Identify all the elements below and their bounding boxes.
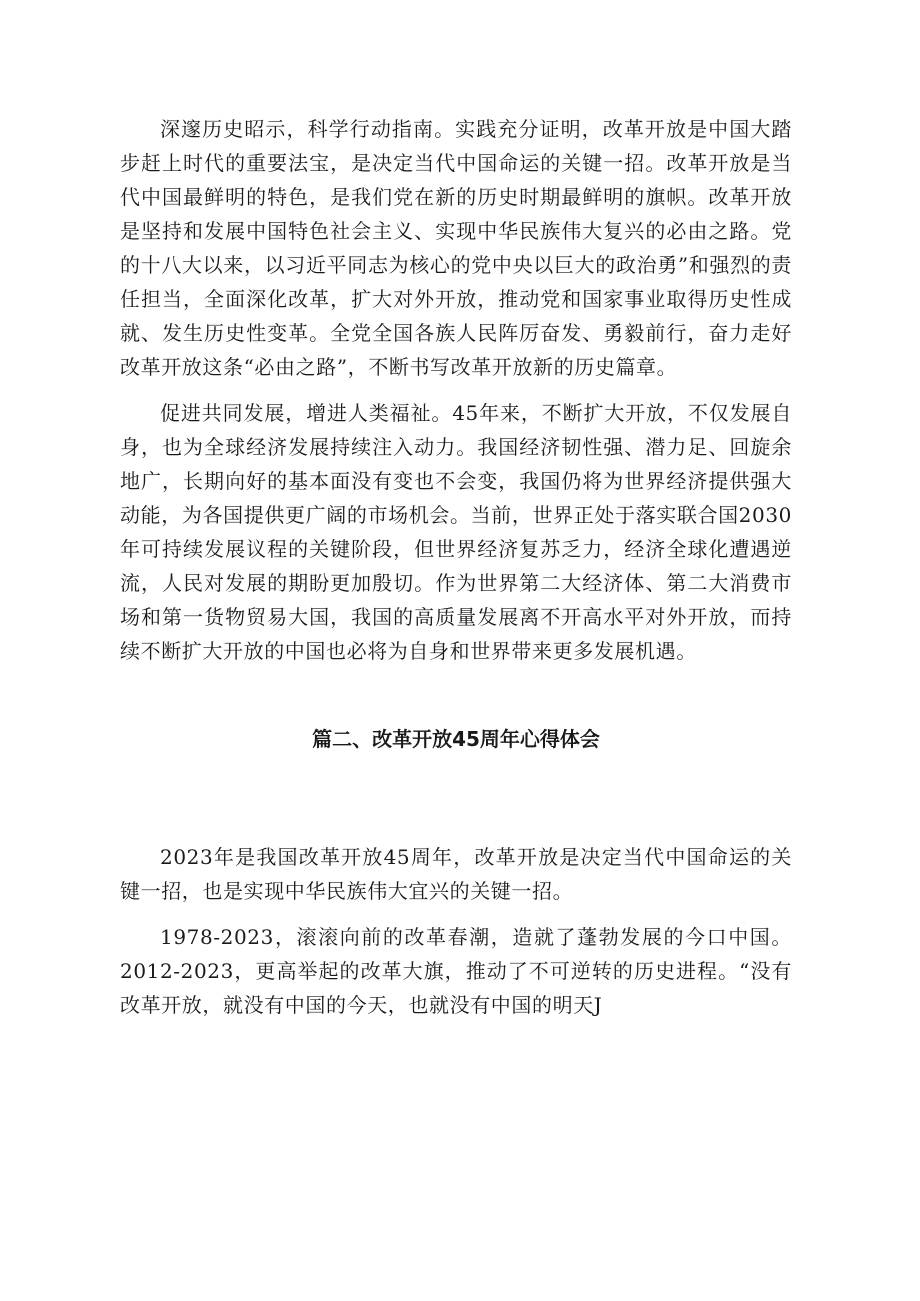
body-paragraph: 1978-2023，滚滚向前的改革春潮，造就了蓬勃发展的今口中国。2012-2023，更高举起的改革大旗，推动了不可逆转的历史进程。“没有改革开放，就没有中国的今天，也就没有中国的明天J bbox=[120, 925, 792, 1017]
body-paragraph: 深邃历史昭示，科学行动指南。实践充分证明，改革开放是中国大踏步赶上时代的重要法宝，是决定当代中国命运的关键一招。改革开放是当代中国最鲜明的特色，是我们党在新的历史时期最鲜明的旗帜。改革开放是坚持和发展中国特色社会主义、实现中华民族伟大复兴的必由之路。党的十八大以来，以习近平同志为核心的党中央以巨大的政治勇”和强烈的责任担当，全面深化改革，扩大对外开放，推动党和国家事业取得历史性成就、发生历史性变革。全党全国各族人民阵厉奋发、勇毅前行，奋力走好改革开放这条“必由之路”，不断书写改革开放新的历史篇章。 bbox=[120, 117, 792, 379]
paragraph-spacer bbox=[120, 384, 792, 396]
body-paragraph: 2023年是我国改革开放45周年，改革开放是决定当代中国命运的关键一招，也是实现中华民族伟大宜兴的关键一招。 bbox=[120, 845, 792, 903]
section-spacer bbox=[120, 756, 792, 840]
paragraph-spacer bbox=[120, 908, 792, 920]
section-heading: 篇二、改革开放45周年心得体会 bbox=[312, 727, 600, 751]
section-spacer bbox=[120, 668, 792, 722]
document-page bbox=[120, 112, 792, 1022]
body-paragraph: 促进共同发展，增进人类福祉。45年来，不断扩大开放，不仅发展自身，也为全球经济发展持续注入动力。我国经济韧性强、潜力足、回旋余地广，长期向好的基本面没有变也不会变，我国仍将为世界经济提供强大动能，为各国提供更广阔的市场机会。当前，世界正处于落实联合国2030年可持续发展议程的关键阶段，但世界经济复苏乏力，经济全球化遭遇逆流，人民对发展的期盼更加殷切。作为世界第二大经济体、第二大消费市场和第一货物贸易大国，我国的高质量发展离不开高水平对外开放，而持续不断扩大开放的中国也必将为自身和世界带来更多发展机遇。 bbox=[120, 401, 792, 663]
